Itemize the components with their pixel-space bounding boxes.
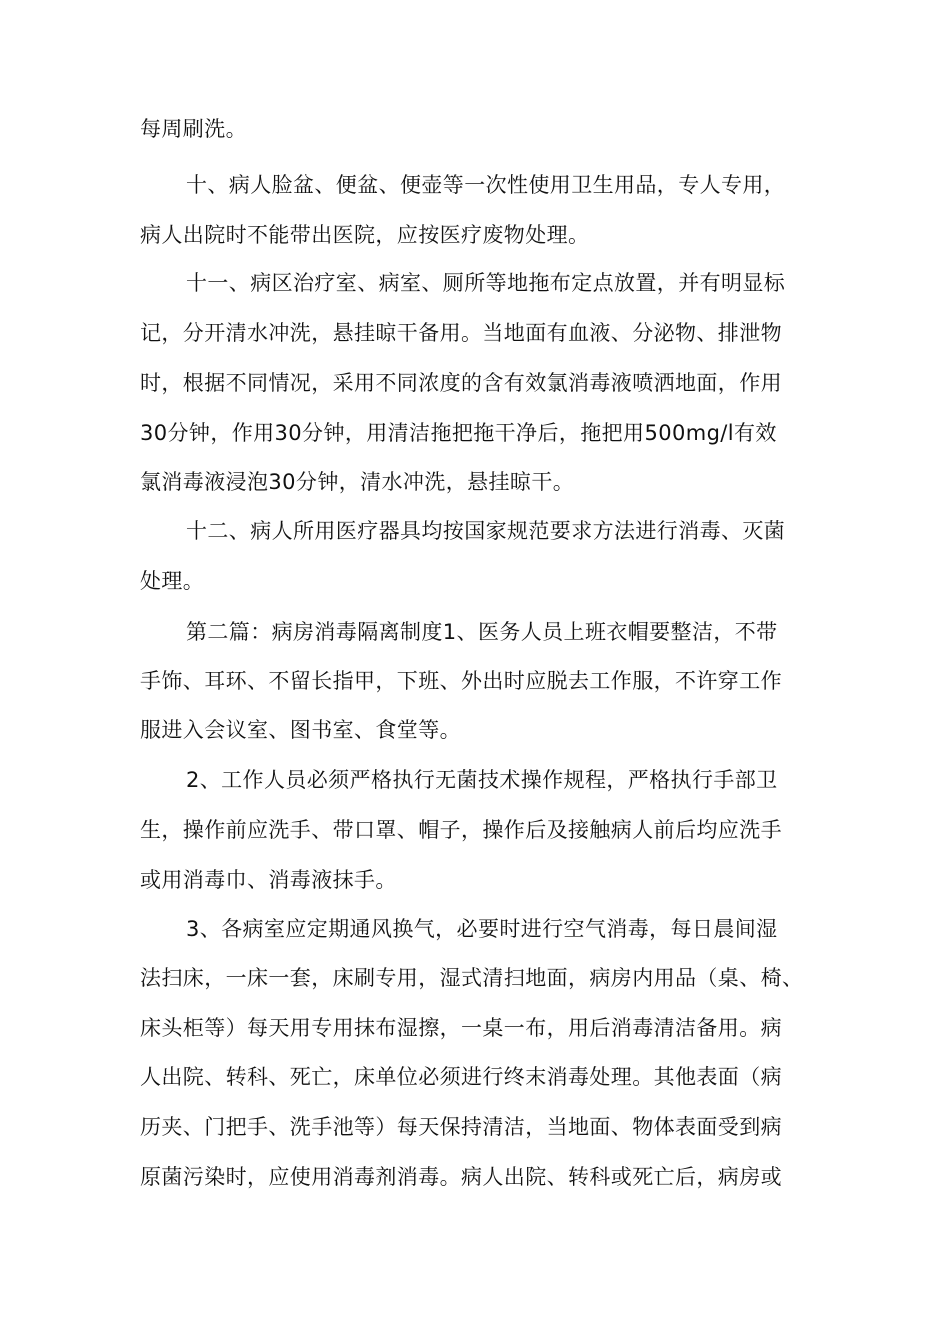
text-line: 30分钟，作用30分钟，用清洁拖把拖干净后，拖把用500mg/l有效 [140, 421, 777, 445]
text-line: 记，分开清水冲洗，悬挂晾干备用。当地面有血液、分泌物、排泄物 [140, 321, 782, 345]
text-line: 法扫床，一床一套，床刷专用，湿式清扫地面，病房内用品（桌、椅、 [140, 966, 804, 990]
text-line: 氯消毒液浸泡30分钟，清水冲洗，悬挂晾干。 [140, 470, 575, 494]
text-line: 3、各病室应定期通风换气，必要时进行空气消毒，每日晨间湿 [186, 917, 778, 941]
text-line: 人出院、转科、死亡，床单位必须进行终末消毒处理。其他表面（病 [140, 1065, 782, 1089]
text-line: 病人出院时不能带出医院，应按医疗废物处理。 [140, 223, 590, 247]
text-line: 十一、病区治疗室、病室、厕所等地拖布定点放置，并有明显标 [186, 271, 786, 295]
text-line: 处理。 [140, 569, 205, 593]
text-line: 十、病人脸盆、便盆、便壶等一次性使用卫生用品，专人专用， [186, 173, 786, 197]
text-line: 十二、病人所用医疗器具均按国家规范要求方法进行消毒、灭菌 [186, 519, 786, 543]
text-line: 或用消毒巾、消毒液抹手。 [140, 868, 397, 892]
text-line: 服进入会议室、图书室、食堂等。 [140, 718, 461, 742]
text-line: 生，操作前应洗手、带口罩、帽子，操作后及接触病人前后均应洗手 [140, 818, 782, 842]
text-line: 2、工作人员必须严格执行无菌技术操作规程，严格执行手部卫 [186, 768, 778, 792]
text-line: 床头柜等）每天用专用抹布湿擦，一桌一布，用后消毒清洁备用。病 [140, 1016, 782, 1040]
text-line: 历夹、门把手、洗手池等）每天保持清洁，当地面、物体表面受到病 [140, 1115, 782, 1139]
text-line: 时，根据不同情况，采用不同浓度的含有效氯消毒液喷洒地面，作用 [140, 371, 782, 395]
text-line: 第二篇：病房消毒隔离制度1、医务人员上班衣帽要整洁，不带 [186, 620, 778, 644]
text-line: 原菌污染时，应使用消毒剂消毒。病人出院、转科或死亡后，病房或 [140, 1165, 782, 1189]
text-line: 手饰、耳环、不留长指甲，下班、外出时应脱去工作服，不许穿工作 [140, 669, 782, 693]
text-line: 每周刷洗。 [140, 117, 247, 141]
